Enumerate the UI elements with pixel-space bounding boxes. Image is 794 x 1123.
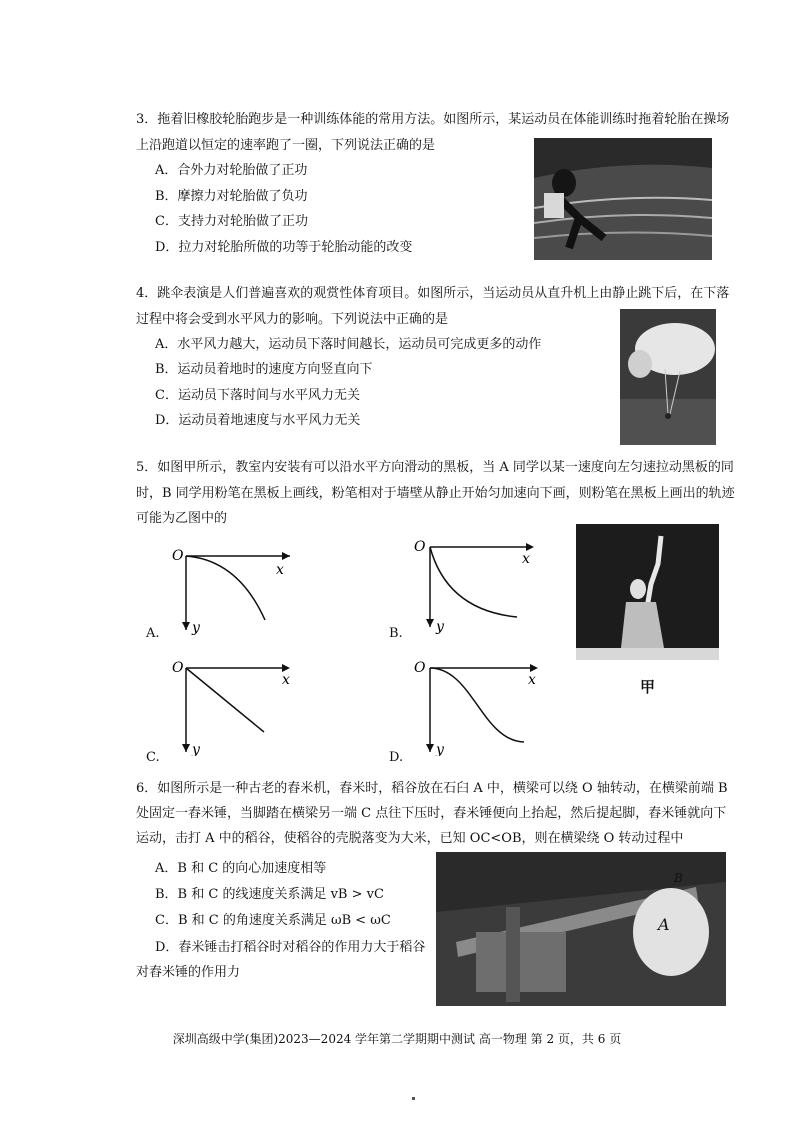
graph-a-y-label: y (192, 620, 200, 636)
graph-a-origin: O (172, 548, 184, 564)
q4-stem-line2: 过程中将会受到水平风力的影响。下列说法中正确的是 (136, 312, 449, 327)
q5-photo-label: 甲 (640, 678, 656, 696)
q6-stem-line3: 运动，击打 A 中的稻谷，使稻谷的壳脱落变为大米，已知 OC<OB，则在横梁绕 O 转动过程中 (136, 831, 684, 846)
q4-photo-parachute (620, 309, 716, 445)
q6-photo-rice-pounder (436, 852, 726, 1006)
scan-mark (412, 1097, 415, 1100)
graph-d-origin: O (414, 660, 426, 676)
q6-option-c: C．B 和 C 的角速度关系满足 ωB < ωC (155, 913, 391, 928)
q5-photo-blackboard (576, 524, 719, 660)
graph-d-y-label: y (436, 742, 444, 756)
q5-label-c: C. (146, 750, 160, 765)
q6-stem-line2: 处固定一舂米锤，当脚踏在横梁另一端 C 点往下压时，舂米锤便向上抬起，然后提起脚，舂米锤就向下 (136, 806, 727, 821)
q3-option-d: D．拉力对轮胎所做的功等于轮胎动能的改变 (155, 240, 413, 255)
q6-option-d: D．舂米锤击打稻谷时对稻谷的作用力大于稻谷 (155, 940, 426, 955)
graph-b-curve (430, 547, 517, 617)
q6-option-a: A．B 和 C 的向心加速度相等 (155, 861, 327, 876)
q3-stem-line2: 上沿跑道以恒定的速率跑了一圈，下列说法正确的是 (136, 138, 436, 153)
q5-graph-c (168, 656, 298, 756)
graph-c-line (186, 668, 264, 732)
q4-option-c: C．运动员下落时间与水平风力无关 (155, 388, 360, 403)
page-footer: 深圳高级中学(集团)2023—2024 学年第二学期期中测试 高一物理 第 2 页，共 6 页 (172, 1032, 622, 1046)
graph-d-curve (430, 668, 524, 742)
q6-stem-line1: 6．如图所示是一种古老的舂米机，舂米时，稻谷放在石臼 A 中，横梁可以绕 O 轴转动，在横梁前端 B (136, 781, 728, 796)
q6-photo-label-a: A (658, 915, 670, 934)
q3-photo-tire-runner (534, 138, 712, 260)
graph-b-y-label: y (436, 619, 444, 635)
graph-b-x-label: x (522, 551, 530, 567)
q4-option-b: B．运动员着地时的速度方向竖直向下 (155, 362, 373, 377)
graph-b-origin: O (414, 539, 426, 555)
q6-option-b: B．B 和 C 的线速度关系满足 vB > vC (155, 887, 384, 902)
q5-stem-line1: 5．如图甲所示，教室内安装有可以沿水平方向滑动的黑板，当 A 同学以某一速度向左匀速拉动黑板的同 (136, 460, 734, 475)
q3-option-b: B．摩擦力对轮胎做了负功 (155, 189, 308, 204)
graph-c-x-label: x (282, 672, 290, 688)
q4-stem-line1: 4．跳伞表演是人们普遍喜欢的观赏性体育项目。如图所示，当运动员从直升机上由静止跳下后，在下落 (136, 286, 730, 301)
q3-stem-line1: 3．拖着旧橡胶轮胎跑步是一种训练体能的常用方法。如图所示，某运动员在体能训练时拖着轮胎在操场 (136, 112, 730, 127)
q5-stem-line3: 可能为乙图中的 (136, 511, 228, 526)
graph-a-x-label: x (276, 562, 284, 578)
q5-graph-b (412, 535, 542, 635)
graph-a-curve (186, 556, 265, 620)
q4-option-d: D．运动员着地速度与水平风力无关 (155, 413, 361, 428)
q5-label-b: B. (389, 626, 403, 641)
q5-label-d: D. (389, 750, 404, 765)
graph-c-origin: O (172, 660, 184, 676)
q3-option-a: A．合外力对轮胎做了正功 (155, 163, 308, 178)
q3-option-c: C．支持力对轮胎做了正功 (155, 214, 308, 229)
graph-c-y-label: y (192, 742, 200, 756)
graph-d-x-label: x (528, 672, 536, 688)
q5-graph-d (412, 656, 542, 756)
q5-graph-a (168, 540, 298, 640)
q6-photo-label-b: B (674, 871, 683, 885)
q5-label-a: A. (146, 626, 160, 641)
q5-stem-line2: 时，B 同学用粉笔在黑板上画线，粉笔相对于墙壁从静止开始匀加速向下画，则粉笔在黑板上画出的轨迹 (136, 486, 735, 501)
q4-option-a: A．水平风力越大，运动员下落时间越长，运动员可完成更多的动作 (155, 337, 542, 352)
q6-option-d-cont: 对舂米锤的作用力 (136, 965, 241, 980)
